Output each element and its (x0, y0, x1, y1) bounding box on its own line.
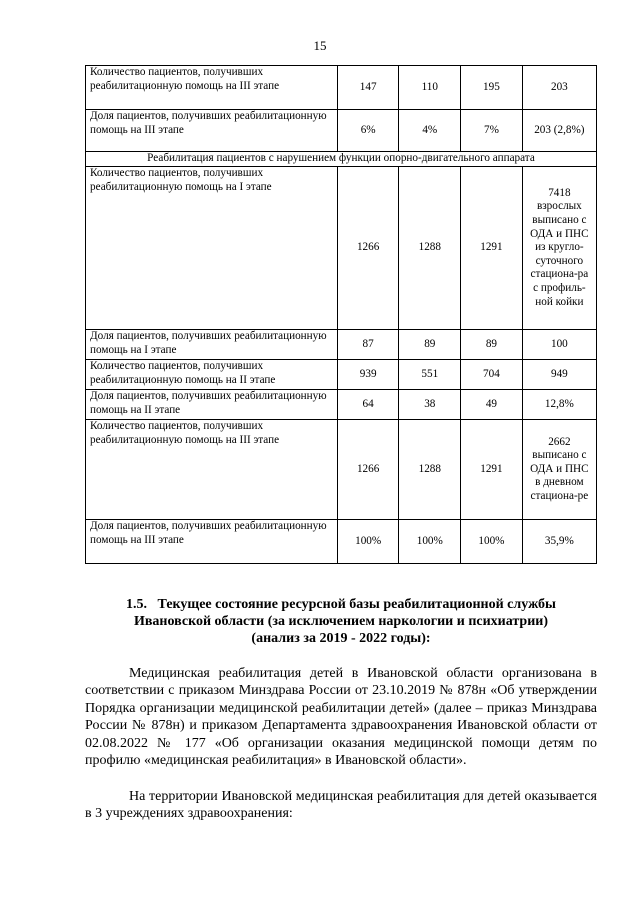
cell-2021: 100% (461, 520, 523, 564)
cell-2022: 2662 выписано с ОДА и ПНС в дневном стациона-ре (522, 420, 596, 520)
section-row (86, 152, 597, 167)
row-label: Количество пациентов, получивших реабилитационную помощь на III этапе (86, 420, 338, 520)
cell-2020: 1288 (399, 167, 461, 330)
cell-2020: 89 (399, 330, 461, 360)
table-row (86, 360, 597, 390)
cell-2022: 203 (522, 66, 596, 110)
row-label: Доля пациентов, получивших реабилитационную помощь на III этапе (86, 110, 338, 152)
section-title: Реабилитация пациентов с нарушением функции опорно-двигательного аппарата (86, 152, 597, 167)
cell-2021: 704 (461, 360, 523, 390)
cell-2019: 147 (337, 66, 399, 110)
cell-2022: 203 (2,8%) (522, 110, 596, 152)
cell-2020: 551 (399, 360, 461, 390)
section-heading-line: (анализ за 2019 - 2022 годы): (251, 631, 431, 646)
cell-2021: 49 (461, 390, 523, 420)
table-row (86, 66, 597, 110)
cell-2021: 7% (461, 110, 523, 152)
cell-2020: 1288 (399, 420, 461, 520)
row-label: Доля пациентов, получивших реабилитационную помощь на I этапе (86, 330, 338, 360)
cell-2019: 87 (337, 330, 399, 360)
cell-2020: 4% (399, 110, 461, 152)
cell-2021: 1291 (461, 420, 523, 520)
cell-2022: 100 (522, 330, 596, 360)
cell-2019: 1266 (337, 167, 399, 330)
cell-2019: 6% (337, 110, 399, 152)
row-label: Доля пациентов, получивших реабилитационную помощь на II этапе (86, 390, 338, 420)
paragraph: На территории Ивановской медицинская реабилитация для детей оказывается в 3 учреждениях здравоохранения: (85, 789, 597, 822)
cell-2020: 110 (399, 66, 461, 110)
row-label: Количество пациентов, получивших реабилитационную помощь на III этапе (86, 66, 338, 110)
table-row (86, 420, 597, 520)
row-label: Количество пациентов, получивших реабилитационную помощь на I этапе (86, 167, 338, 330)
row-label: Доля пациентов, получивших реабилитационную помощь на III этапе (86, 520, 338, 564)
cell-2021: 195 (461, 66, 523, 110)
cell-2019: 100% (337, 520, 399, 564)
rehabilitation-table (85, 65, 597, 564)
cell-2021: 89 (461, 330, 523, 360)
section-heading-line: 1.5. Текущее состояние ресурсной базы реабилитационной службы (126, 597, 556, 612)
cell-2020: 100% (399, 520, 461, 564)
table-row (86, 330, 597, 360)
cell-2019: 939 (337, 360, 399, 390)
cell-2022: 949 (522, 360, 596, 390)
section-heading-line: Ивановской области (за исключением наркологии и психиатрии) (133, 614, 548, 629)
paragraph: Медицинская реабилитация детей в Ивановской области организована в соответствии с приказом Минздрава России от 23.10.2019 № 878н «Об утверждении Порядка организации медицинской реабилитации детей» (далее – приказ Минздрава России № 878н) и приказом Департамента здравоохранения Ивановской области от 02.08.2022 № 177 «Об организации оказания медицинской помощи детям по профилю «медицинская реабилитация» в Ивановской области». (85, 666, 597, 769)
section-heading (85, 596, 597, 647)
cell-2019: 1266 (337, 420, 399, 520)
table-row (86, 167, 597, 330)
cell-2019: 64 (337, 390, 399, 420)
table-row (86, 110, 597, 152)
page-number: 15 (313, 38, 327, 53)
cell-2020: 38 (399, 390, 461, 420)
cell-2022: 35,9% (522, 520, 596, 564)
cell-2021: 1291 (461, 167, 523, 330)
cell-2022: 12,8% (522, 390, 596, 420)
row-label: Количество пациентов, получивших реабилитационную помощь на II этапе (86, 360, 338, 390)
cell-2022: 7418 взрослых выписано с ОДА и ПНС из кругло-суточного стациона-ра с профиль-ной койки (522, 167, 596, 330)
table-row (86, 520, 597, 564)
table-row (86, 390, 597, 420)
